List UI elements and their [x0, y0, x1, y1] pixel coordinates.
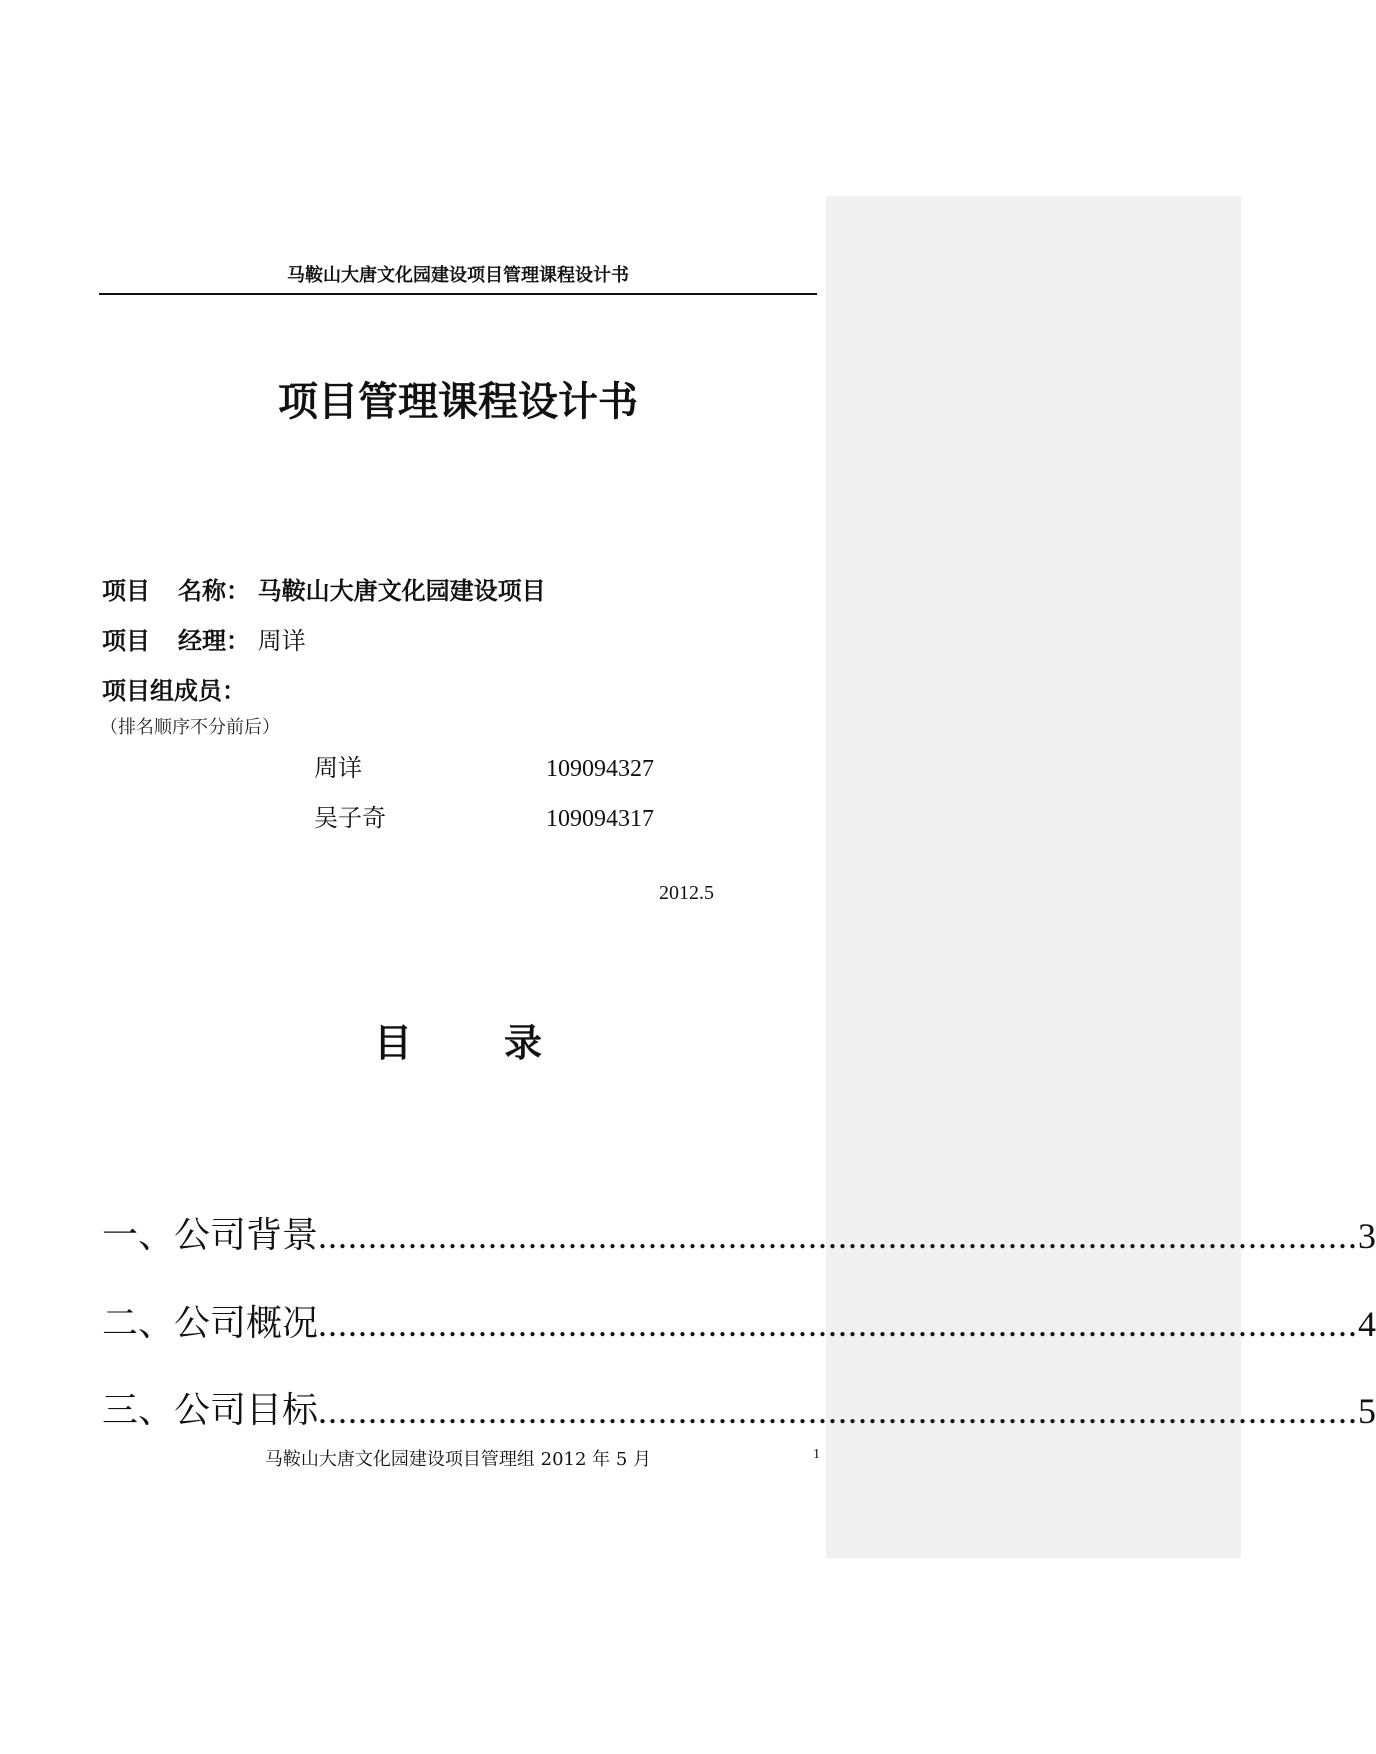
- project-members-row: [102, 674, 246, 708]
- running-header: 马鞍山大唐文化园建设项目管理课程设计书: [287, 265, 629, 286]
- member-name: 周详: [314, 754, 362, 782]
- project-manager-value: 周详: [257, 627, 306, 655]
- toc-leader-dots: ........................................................................................................: [318, 1216, 1359, 1256]
- running-footer: 马鞍山大唐文化园建设项目管理组 2012 年 5 月: [264, 1449, 652, 1470]
- member-name: 吴子奇: [314, 804, 386, 832]
- project-name-label-a: 项目: [102, 576, 150, 605]
- project-members-label: 项目组成员：: [102, 676, 246, 705]
- document-title: 项目管理课程设计书: [278, 378, 638, 425]
- project-name-label-b: 名称：: [178, 576, 250, 605]
- member-row: [314, 801, 714, 836]
- toc-heading: 目录: [373, 1020, 634, 1065]
- toc-entry-page: 5: [1358, 1391, 1376, 1431]
- page-number: 1: [813, 1447, 820, 1462]
- member-id: 109094327: [546, 756, 654, 782]
- order-note: （排名顺序不分前后）: [100, 717, 280, 738]
- document-date: 2012.5: [659, 882, 714, 904]
- toc-entry-label: 二、公司概况: [102, 1303, 319, 1344]
- toc-entry-label: 三、公司目标: [102, 1390, 319, 1431]
- toc-entry-label: 一、公司背景: [102, 1215, 319, 1256]
- toc-entry[interactable]: [102, 1210, 1376, 1260]
- toc-leader-dots: ........................................................................................................: [318, 1304, 1359, 1344]
- header-rule: [99, 293, 817, 295]
- toc-entry-page: 4: [1358, 1304, 1376, 1344]
- toc-leader-dots: ........................................................................................................: [318, 1391, 1359, 1431]
- member-row: [314, 751, 714, 786]
- project-manager-label-a: 项目: [102, 626, 150, 655]
- project-name-value: 马鞍山大唐文化园建设项目: [257, 576, 546, 605]
- toc-entry-page: 3: [1358, 1216, 1376, 1256]
- project-manager-row: [102, 624, 306, 658]
- toc-entry[interactable]: [102, 1298, 1376, 1348]
- comment-pane: [826, 196, 1241, 1558]
- project-name-row: [102, 574, 546, 608]
- project-manager-label-b: 经理：: [178, 626, 250, 655]
- toc-entry[interactable]: [102, 1385, 1376, 1435]
- member-id: 109094317: [546, 806, 654, 832]
